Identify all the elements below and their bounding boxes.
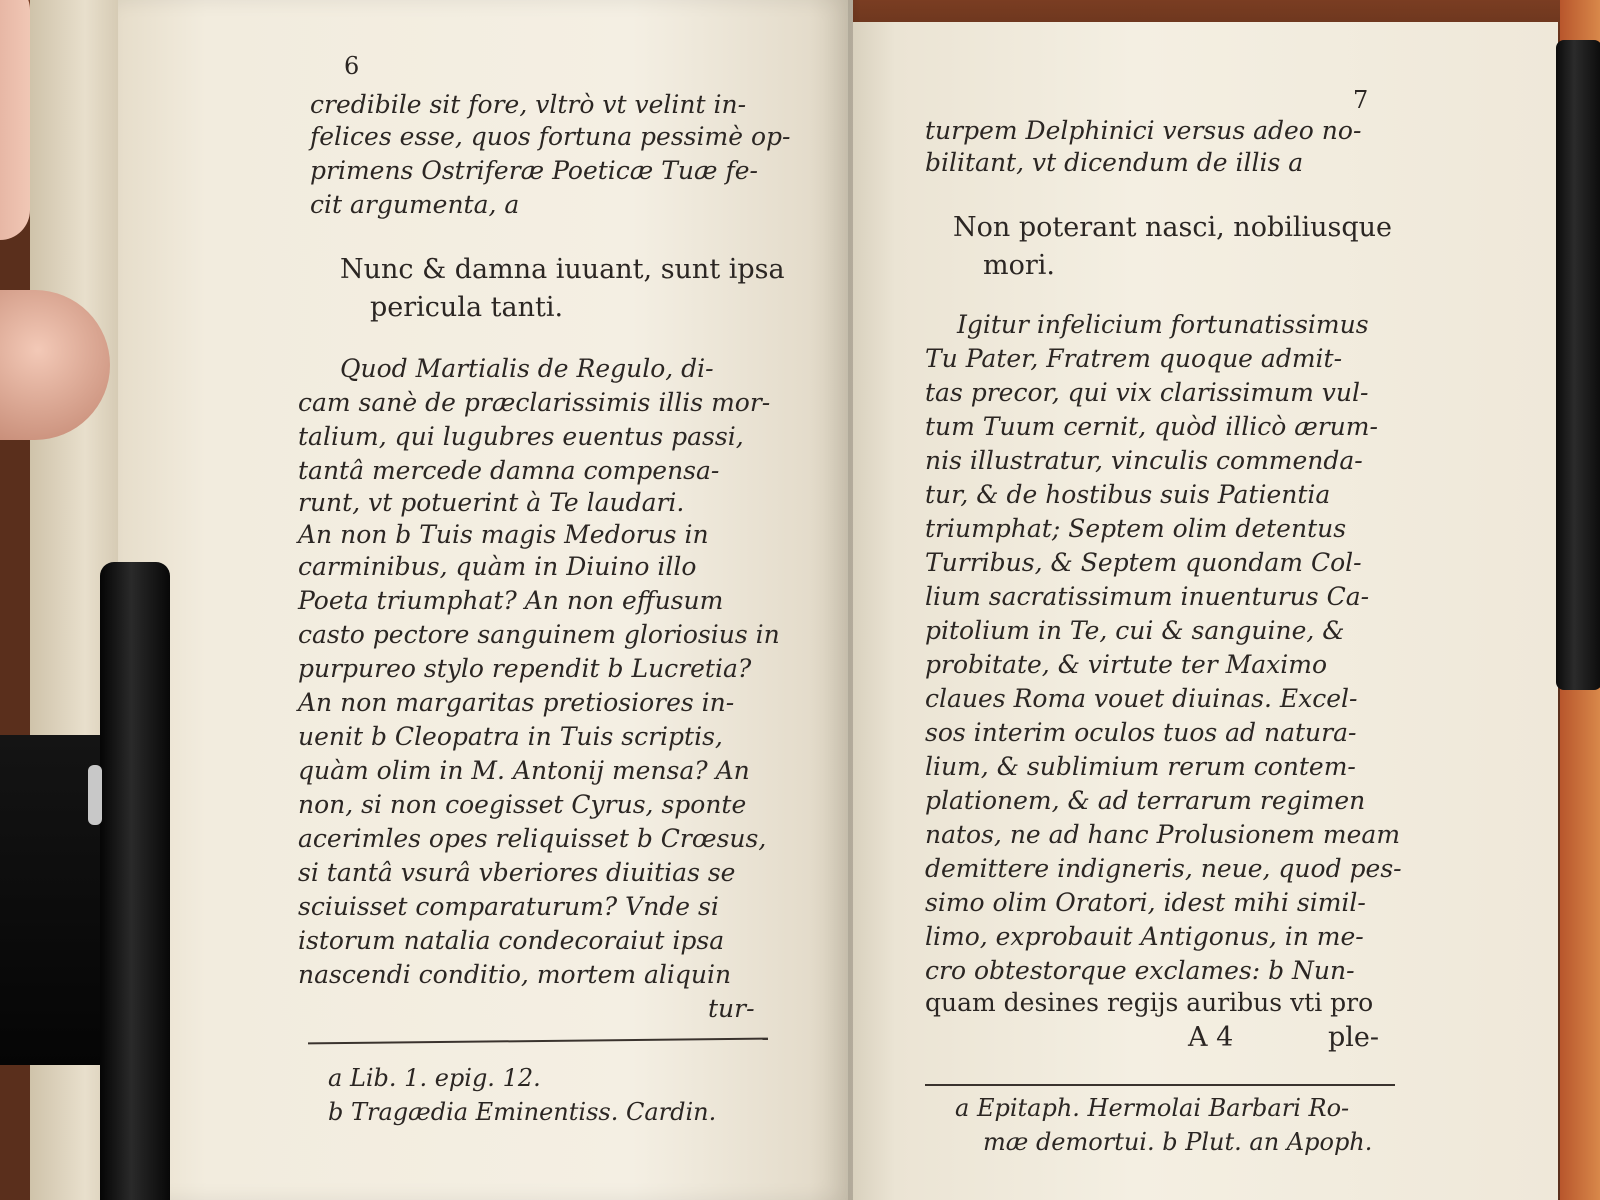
text-line: uenit b Cleopatra in Tuis scriptis, bbox=[298, 722, 723, 751]
text-line: casto pectore sanguinem gloriosius in bbox=[298, 620, 780, 649]
text-line: An non margaritas pretiosiores in- bbox=[298, 688, 735, 717]
page-number-left: 6 bbox=[344, 52, 360, 80]
text-line: Poeta triumphat? An non effusum bbox=[298, 586, 724, 615]
finger bbox=[0, 0, 30, 240]
footnote-rule bbox=[308, 1038, 768, 1045]
verse-line: Non poterant nasci, nobiliusque bbox=[953, 212, 1393, 243]
footnote: b Tragædia Eminentiss. Cardin. bbox=[328, 1098, 717, 1126]
verse-line: mori. bbox=[983, 250, 1055, 281]
text-line: plationem, & ad terrarum regimen bbox=[925, 786, 1366, 815]
text-line: cam sanè de præclarissimis illis mor- bbox=[298, 388, 771, 417]
text-line: cro obtestorque exclames: b Nun- bbox=[925, 956, 1355, 985]
text-line: talium, qui lugubres euentus passi, bbox=[298, 422, 744, 451]
text-line: non, si non coegisset Cyrus, sponte bbox=[298, 790, 747, 819]
text-line: tum Tuum cernit, quòd illicò ærum- bbox=[925, 412, 1378, 441]
text-line: purpureo stylo rependit b Lucretia? bbox=[298, 654, 752, 683]
text-line: tur, & de hostibus suis Patientia bbox=[925, 480, 1331, 509]
text-line: runt, vt potuerint à Te laudari. bbox=[298, 488, 685, 517]
footnote: a Epitaph. Hermolai Barbari Ro- bbox=[955, 1094, 1350, 1122]
footnote: mæ demortui. b Plut. an Apoph. bbox=[983, 1128, 1373, 1156]
signature-mark: A 4 bbox=[1188, 1022, 1234, 1053]
text-line: primens Ostriferæ Poeticæ Tuæ fe- bbox=[310, 156, 758, 185]
text-line: probitate, & virtute ter Maximo bbox=[925, 650, 1327, 679]
verse-line: Nunc & damna iuuant, sunt ipsa bbox=[340, 254, 785, 285]
text-line: quàm olim in M. Antonij mensa? An bbox=[298, 756, 750, 785]
verse-line: pericula tanti. bbox=[370, 292, 564, 323]
text-line: pitolium in Te, cui & sanguine, & bbox=[925, 616, 1345, 645]
text-line: lium sacratissimum inuenturus Ca- bbox=[925, 582, 1370, 611]
text-line: demittere indigneris, neue, quod pes- bbox=[925, 854, 1402, 883]
text-line: nascendi conditio, mortem aliquin bbox=[298, 960, 732, 989]
text-line: cit argumenta, a bbox=[310, 190, 520, 219]
text-line: turpem Delphinici versus adeo no- bbox=[925, 116, 1362, 145]
catchword: tur- bbox=[708, 994, 755, 1023]
text-line: Igitur infelicium fortunatissimus bbox=[957, 310, 1369, 339]
text-line: tas precor, qui vix clarissimum vul- bbox=[925, 378, 1369, 407]
text-line: tantâ mercede damna compensa- bbox=[298, 456, 720, 485]
text-line: bilitant, vt dicendum de illis a bbox=[925, 148, 1304, 177]
text-line: simo olim Oratori, idest mihi simil- bbox=[925, 888, 1366, 917]
left-page bbox=[118, 0, 853, 1200]
text-line: triumphat; Septem olim detentus bbox=[925, 514, 1347, 543]
footnote-rule bbox=[925, 1084, 1395, 1086]
text-line: Tu Pater, Fratrem quoque admit- bbox=[925, 344, 1343, 373]
page-clip-right bbox=[1556, 40, 1600, 690]
clip-highlight bbox=[88, 765, 102, 825]
text-line: Turribus, & Septem quondam Col- bbox=[925, 548, 1362, 577]
text-line: claues Roma vouet diuinas. Excel- bbox=[925, 684, 1358, 713]
text-line: si tantâ vsurâ vberiores diuitias se bbox=[298, 858, 736, 887]
right-page bbox=[853, 22, 1558, 1200]
text-line: sos interim oculos tuos ad natura- bbox=[925, 718, 1357, 747]
footnote: a Lib. 1. epig. 12. bbox=[328, 1064, 541, 1092]
text-line: sciuisset comparaturum? Vnde si bbox=[298, 892, 719, 921]
text-line: quam desines regijs auribus vti pro bbox=[925, 988, 1374, 1017]
text-line: An non b Tuis magis Medorus in bbox=[298, 520, 709, 549]
text-line: natos, ne ad hanc Prolusionem meam bbox=[925, 820, 1401, 849]
catchword: ple- bbox=[1328, 1022, 1380, 1053]
text-line: Quod Martialis de Regulo, di- bbox=[340, 354, 714, 383]
text-line: acerimles opes reliquisset b Crœsus, bbox=[298, 824, 767, 853]
text-line: lium, & sublimium rerum contem- bbox=[925, 752, 1356, 781]
page-clip-left bbox=[100, 562, 170, 1200]
text-line: limo, exprobauit Antigonus, in me- bbox=[925, 922, 1364, 951]
text-line: carminibus, quàm in Diuino illo bbox=[298, 552, 697, 581]
text-line: felices esse, quos fortuna pessimè op- bbox=[310, 122, 791, 151]
text-line: istorum natalia condecoraiut ipsa bbox=[298, 926, 725, 955]
page-number-right: 7 bbox=[1353, 86, 1369, 114]
text-line: credibile sit fore, vltrò vt velint in- bbox=[310, 90, 747, 119]
text-line: nis illustratur, vinculis commenda- bbox=[925, 446, 1363, 475]
